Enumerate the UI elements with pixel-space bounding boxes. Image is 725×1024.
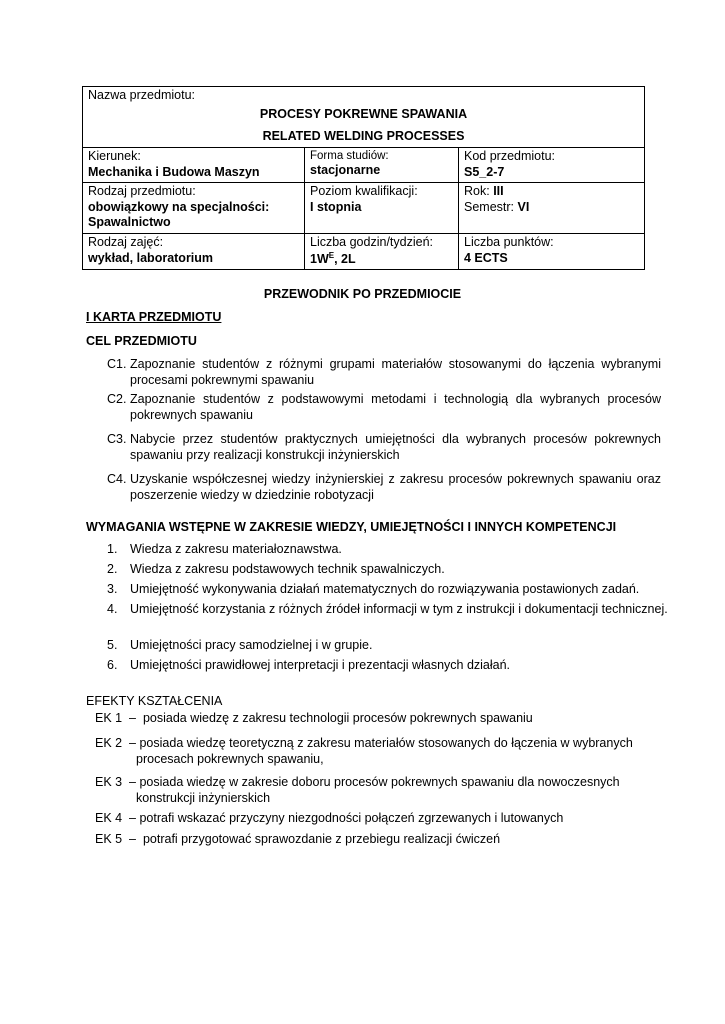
outcome-text: potrafi wskazać przyczyny niezgodności połączeń zgrzewanych i lutowanych [139,811,564,825]
hours-cell [305,234,459,270]
goal-code: C3. [107,432,127,446]
goals-heading: CEL PRZEDMIOTU [86,334,197,348]
outcome-text-continued: konstrukcji inżynierskich [136,790,271,805]
outcome-text: posiada wiedzę w zakresie doboru procesów pokrewnych spawaniu dla nowoczesnych [139,775,620,789]
goal-code: C2. [107,392,127,406]
subject-name-en: RELATED WELDING PROCESSES [262,129,465,144]
points-cell [459,234,645,270]
subject-type-cell [83,183,305,234]
outcome-item [95,736,635,767]
guide-heading: PRZEWODNIK PO PRZEDMIOCIE [263,287,462,301]
requirement-item [107,562,670,578]
points-value: 4 ECTS [464,250,508,265]
requirement-text: Wiedza z zakresu podstawowych technik spawalniczych. [130,562,445,576]
outcome-text: potrafi przygotować sprawozdanie z przebiegu realizacji ćwiczeń [142,832,501,846]
outcome-item [95,811,635,827]
subject-title-cell [83,87,645,148]
outcome-code: EK 1 – [95,711,143,725]
goal-item [107,432,661,463]
requirement-text: Umiejętności pracy samodzielnej i w grupie. [130,638,373,652]
outcomes-heading: EFEKTY KSZTAŁCENIA [86,694,223,708]
outcome-item [95,711,635,727]
study-form-label: Forma studiów: [310,149,389,162]
subject-type-value: obowiązkowy na specjalności: [88,199,270,214]
requirement-item [107,582,670,598]
requirement-number: 5. [107,638,118,652]
requirement-text: Umiejętności prawidłowej interpretacji i prezentacji własnych działań. [130,658,511,672]
goal-text: Uzyskanie współczesnej wiedzy inżynierskiej z zakresu procesów pokrewnych spawaniu oraz poszerzenie wiedzy w dziedzinie robotyzacji [130,472,661,502]
hours-value [310,251,453,268]
classes-type-cell [83,234,305,270]
year-semester-cell [459,183,645,234]
hours-exam-sup: E [328,250,335,260]
qualification-level-cell [305,183,459,234]
hours-lecture: 1W [310,251,329,266]
goal-text: Zapoznanie studentów z podstawowymi metodami i technologią dla wybranych procesów pokrewnych spawaniu [130,392,661,422]
subject-type-label: Rodzaj przedmiotu: [88,184,196,199]
goal-item [107,472,661,503]
goal-code: C4. [107,472,127,486]
year-line [464,184,639,200]
qualification-level-label: Poziom kwalifikacji: [310,184,418,199]
outcome-text: posiada wiedzę teoretyczną z zakresu materiałów stosowanych do łączenia w wybranych [139,736,633,750]
requirement-number: 4. [107,602,118,616]
card-heading: I KARTA PRZEDMIOTU [86,310,222,324]
field-label: Kierunek: [88,148,141,163]
goal-item [107,357,661,388]
outcome-code: EK 5 – [95,832,143,846]
year-value: III [493,184,504,199]
outcome-item [95,832,635,848]
goal-text: Zapoznanie studentów z różnymi grupami materiałów stosowanymi do łączenia wybranymi procesami pokrewnymi spawaniu [130,357,661,387]
requirement-item [107,602,670,618]
goal-item [107,392,661,423]
goal-text: Nabycie przez studentów praktycznych umiejętności dla wybranych procesów pokrewnych spawaniu przy realizacji konstrukcji inżynierskich [130,432,661,462]
outcome-code: EK 2 – [95,736,140,750]
year-label: Rok: [464,184,490,199]
subject-label: Nazwa przedmiotu: [88,88,195,102]
outcome-item [95,775,635,806]
field-cell [83,147,305,182]
subject-name-pl: PROCESY POKREWNE SPAWANIA [259,106,468,121]
semester-line [464,200,639,216]
requirements-heading: WYMAGANIA WSTĘPNE W ZAKRESIE WIEDZY, UMIEJĘTNOŚCI I INNYCH KOMPETENCJI [86,520,617,534]
field-value: Mechanika i Budowa Maszyn [88,164,260,179]
study-form-value: stacjonarne [310,163,381,178]
requirement-text: Wiedza z zakresu materiałoznawstwa. [130,542,342,556]
requirement-item [107,658,670,674]
subject-info-table [82,86,645,270]
outcome-text: posiada wiedzę z zakresu technologii procesów pokrewnych spawaniu [142,711,533,725]
hours-lab: , 2L [334,251,356,266]
classes-type-value: wykład, laboratorium [88,250,214,265]
code-cell [459,147,645,182]
requirement-text: Umiejętność korzystania z różnych źródeł informacji w tym z instrukcji i dokumentacji technicznej. [130,602,668,616]
points-label: Liczba punktów: [464,235,554,249]
requirement-number: 1. [107,542,118,556]
goal-code: C1. [107,357,127,371]
requirement-item [107,638,670,654]
subject-type-specialty: Spawalnictwo [88,215,171,230]
code-label: Kod przedmiotu: [464,148,556,163]
requirement-item [107,542,670,558]
requirement-number: 2. [107,562,118,576]
classes-type-label: Rodzaj zajęć: [88,235,164,249]
code-value: S5_2-7 [464,164,505,179]
requirement-number: 6. [107,658,118,672]
outcome-code: EK 4 – [95,811,140,825]
semester-label: Semestr: [464,199,515,214]
requirement-number: 3. [107,582,118,596]
outcome-text-continued: procesach pokrewnych spawaniu, [136,751,324,766]
study-form-cell [305,147,459,182]
requirement-text: Umiejętność wykonywania działań matematycznych do rozwiązywania postawionych zadań. [130,582,640,596]
qualification-level-value: I stopnia [310,199,362,214]
outcome-code: EK 3 – [95,775,140,789]
semester-value: VI [517,199,530,214]
hours-label: Liczba godzin/tydzień: [310,235,433,249]
